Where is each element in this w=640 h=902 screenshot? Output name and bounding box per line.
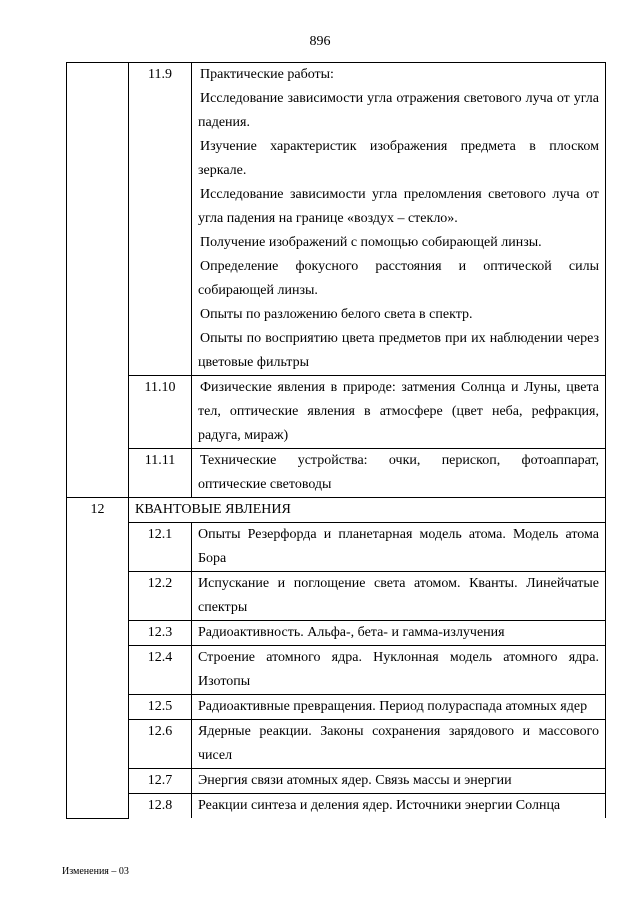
table-row bbox=[67, 621, 606, 646]
item-number: 11.9 bbox=[129, 63, 192, 376]
item-line: Получение изображений с помощью собирающей линзы. bbox=[200, 235, 542, 250]
item-number: 11.11 bbox=[129, 449, 192, 498]
item-text bbox=[192, 376, 606, 449]
item-text: Радиоактивные превращения. Период полураспада атомных ядер bbox=[192, 695, 606, 720]
table-row bbox=[67, 794, 606, 819]
item-line: Физические явления в природе: затмения Солнца и Луны, цвета тел, оптические явления в атмосфере (цвет неба, рефракция, радуга, мираж) bbox=[198, 380, 599, 443]
item-text: Строение атомного ядра. Нуклонная модель атомного ядра. Изотопы bbox=[192, 646, 606, 695]
item-number: 12.7 bbox=[129, 769, 192, 794]
section-number: 12 bbox=[67, 498, 129, 819]
section-title: КВАНТОВЫЕ ЯВЛЕНИЯ bbox=[129, 498, 606, 523]
table-row bbox=[67, 572, 606, 621]
table-row bbox=[67, 376, 606, 449]
table-row bbox=[67, 720, 606, 769]
item-line: Практические работы: bbox=[200, 67, 334, 82]
item-number: 12.4 bbox=[129, 646, 192, 695]
table-row bbox=[67, 769, 606, 794]
table-row bbox=[67, 449, 606, 498]
item-text: Опыты Резерфорда и планетарная модель атома. Модель атома Бора bbox=[192, 523, 606, 572]
item-text: Испускание и поглощение света атомом. Кванты. Линейчатые спектры bbox=[192, 572, 606, 621]
section-header-row bbox=[67, 498, 606, 523]
item-line: Опыты по разложению белого света в спектр. bbox=[200, 307, 473, 322]
item-text: Радиоактивность. Альфа-, бета- и гамма-излучения bbox=[192, 621, 606, 646]
item-text bbox=[192, 63, 606, 376]
item-text: Реакции синтеза и деления ядер. Источники энергии Солнца bbox=[192, 794, 606, 819]
item-line: Изучение характеристик изображения предмета в плоском зеркале. bbox=[198, 139, 599, 178]
item-number: 12.8 bbox=[129, 794, 192, 819]
item-number: 12.6 bbox=[129, 720, 192, 769]
revision-footer: Изменения – 03 bbox=[62, 866, 129, 877]
item-number: 12.5 bbox=[129, 695, 192, 720]
table-row bbox=[67, 646, 606, 695]
section-number-cell bbox=[67, 63, 129, 498]
item-text: Ядерные реакции. Законы сохранения зарядового и массового чисел bbox=[192, 720, 606, 769]
table-row bbox=[67, 695, 606, 720]
table-row bbox=[67, 523, 606, 572]
item-line: Определение фокусного расстояния и оптической силы собирающей линзы. bbox=[198, 259, 599, 298]
item-line: Опыты по восприятию цвета предметов при их наблюдении через цветовые фильтры bbox=[198, 331, 599, 370]
item-line: Исследование зависимости угла отражения светового луча от угла падения. bbox=[198, 91, 599, 130]
table-row bbox=[67, 63, 606, 376]
item-text: Энергия связи атомных ядер. Связь массы и энергии bbox=[192, 769, 606, 794]
item-number: 12.3 bbox=[129, 621, 192, 646]
item-text bbox=[192, 449, 606, 498]
item-line: Технические устройства: очки, перископ, фотоаппарат, оптические световоды bbox=[198, 453, 599, 492]
item-number: 11.10 bbox=[129, 376, 192, 449]
item-number: 12.2 bbox=[129, 572, 192, 621]
page-number: 896 bbox=[309, 34, 331, 49]
item-number: 12.1 bbox=[129, 523, 192, 572]
curriculum-table bbox=[66, 62, 606, 819]
item-line: Исследование зависимости угла преломления светового луча от угла падения на границе «воздух – стекло». bbox=[198, 187, 599, 226]
